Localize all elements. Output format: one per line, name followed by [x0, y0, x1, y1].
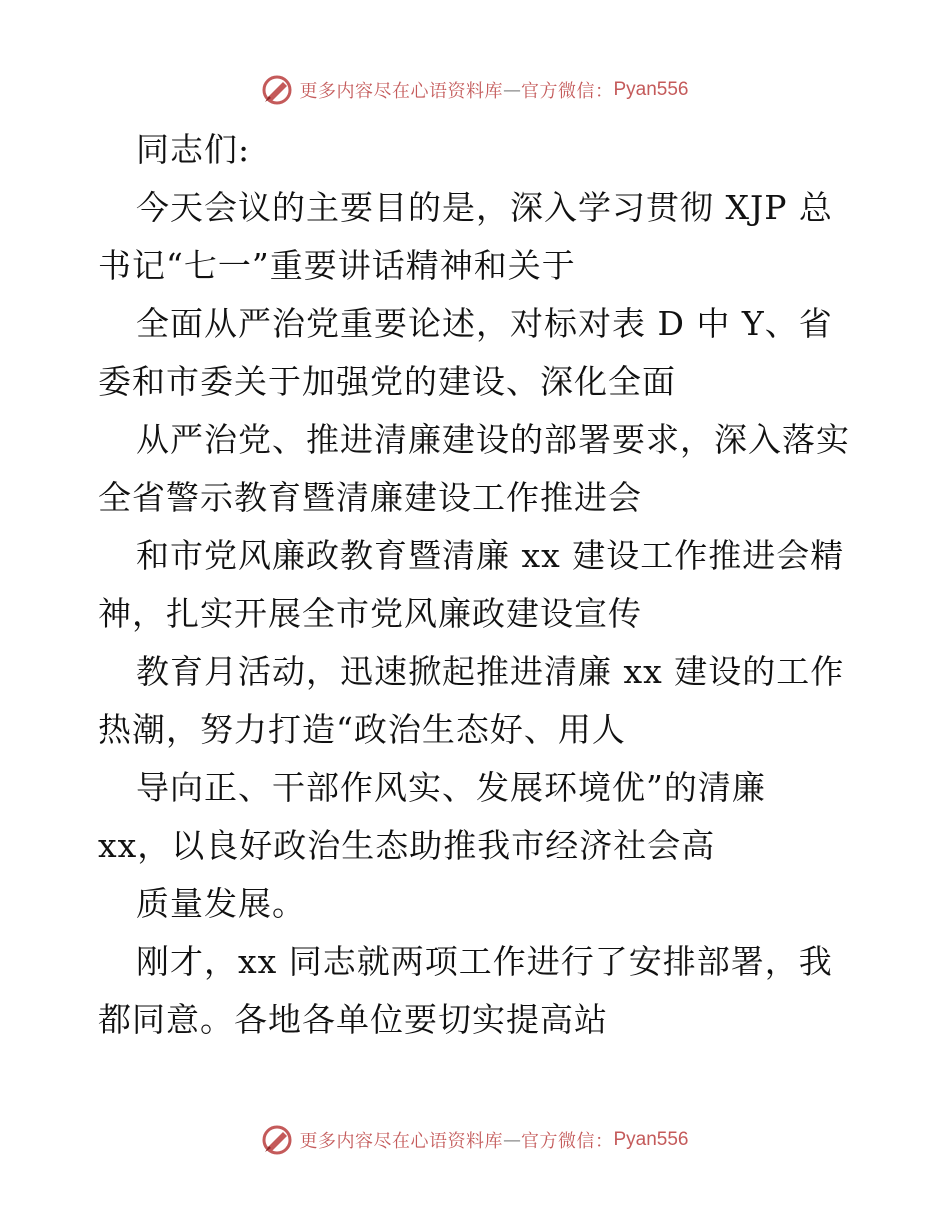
watermark-text: 更多内容尽在心语资料库	[299, 1131, 503, 1152]
text-line: 从严治党、推进清廉建设的部署要求，深入落实	[136, 420, 850, 459]
text-line: 书记“七一”重要讲话精神和关于	[98, 246, 576, 285]
text-line: 教育月活动，迅速掀起推进清廉 xx 建设的工作	[136, 652, 845, 691]
watermark-footer	[0, 1120, 950, 1160]
text-line: 今天会议的主要目的是，深入学习贯彻 XJP 总	[136, 188, 833, 227]
watermark-header	[0, 70, 950, 110]
text-line: 同志们:	[136, 130, 251, 169]
pen-logo-icon	[261, 74, 293, 106]
watermark-text: 更多内容尽在心语资料库	[299, 81, 503, 102]
watermark-wechat-id: Pyan556	[613, 79, 689, 100]
watermark-wechat-id: Pyan556	[613, 1129, 689, 1150]
text-line: 委和市委关于加强党的建设、深化全面	[98, 362, 676, 401]
watermark-separator: —	[502, 1129, 521, 1151]
text-line: 导向正、干部作风实、发展环境优”的清廉	[136, 768, 766, 807]
text-line: 神，扎实开展全市党风廉政建设宣传	[98, 594, 642, 633]
document-body	[98, 121, 858, 1049]
text-line: 全面从严治党重要论述，对标对表 D 中 Y、省	[136, 304, 833, 343]
text-line: 刚才，xx 同志就两项工作进行了安排部署，我	[136, 942, 833, 981]
text-line: 质量发展。	[136, 884, 306, 923]
text-line: 全省警示教育暨清廉建设工作推进会	[98, 478, 642, 517]
text-line: 都同意。各地各单位要切实提高站	[98, 1000, 608, 1039]
pen-logo-icon	[261, 1124, 293, 1156]
watermark-wechat-label: 官方微信：	[520, 81, 614, 102]
text-line: xx，以良好政治生态助推我市经济社会高	[98, 826, 716, 865]
text-line: 和市党风廉政教育暨清廉 xx 建设工作推进会精	[136, 536, 845, 575]
text-line: 热潮，努力打造“政治生态好、用人	[98, 710, 626, 749]
watermark-wechat-label: 官方微信：	[520, 1131, 614, 1152]
watermark-separator: —	[502, 79, 521, 101]
